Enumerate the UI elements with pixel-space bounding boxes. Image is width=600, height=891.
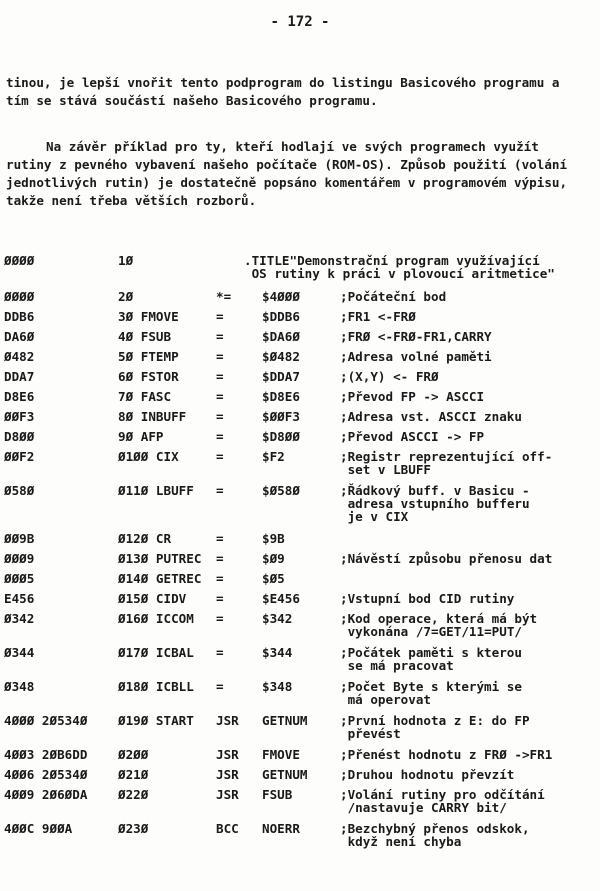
listing-op: *= bbox=[216, 289, 232, 304]
listing-line: Ø1ØØ CIX bbox=[118, 449, 179, 464]
listing-line: 8Ø INBUFF bbox=[118, 409, 187, 424]
listing-operand: $4ØØØ bbox=[262, 289, 300, 304]
listing-op: = bbox=[216, 645, 224, 660]
listing-comment: ;Vstupní bod CID rutiny bbox=[340, 591, 515, 606]
listing-line: Ø14Ø GETREC bbox=[118, 571, 202, 586]
listing-row bbox=[4, 714, 594, 748]
listing-row bbox=[4, 646, 594, 680]
listing-op: = bbox=[216, 611, 224, 626]
listing-operand: $DDB6 bbox=[262, 309, 300, 324]
listing-comment: ;Bezchybný přenos odskok, když není chyba bbox=[340, 821, 530, 849]
listing-line: Ø16Ø ICCOM bbox=[118, 611, 194, 626]
listing-line: Ø22Ø bbox=[118, 787, 149, 802]
program-listing bbox=[4, 254, 594, 856]
listing-operand: $F2 bbox=[262, 449, 285, 464]
listing-address: 4ØØC 9ØØA bbox=[4, 821, 73, 836]
listing-address: ØØF2 bbox=[4, 449, 35, 464]
listing-row bbox=[4, 430, 594, 450]
listing-line: Ø11Ø LBUFF bbox=[118, 483, 194, 498]
listing-op: = bbox=[216, 409, 224, 424]
listing-title-directive: .TITLE"Demonstrační program využívající OS rutiny k práci v plovoucí aritmetice" bbox=[244, 253, 555, 281]
listing-row bbox=[4, 290, 594, 310]
listing-comment: ;Převod ASCCI -> FP bbox=[340, 429, 485, 444]
listing-row bbox=[4, 612, 594, 646]
listing-address: E456 bbox=[4, 591, 35, 606]
listing-comment: ;Počet Byte s kterými se má operovat bbox=[340, 679, 522, 707]
listing-operand: FMOVE bbox=[262, 747, 300, 762]
listing-operand: $348 bbox=[262, 679, 293, 694]
listing-op: JSR bbox=[216, 747, 239, 762]
listing-row bbox=[4, 822, 594, 856]
listing-row bbox=[4, 370, 594, 390]
listing-row bbox=[4, 552, 594, 572]
listing-line: 9Ø AFP bbox=[118, 429, 164, 444]
listing-row bbox=[4, 592, 594, 612]
listing-comment: ;Registr reprezentující off- set v LBUFF bbox=[340, 449, 553, 477]
listing-operand: $Ø482 bbox=[262, 349, 300, 364]
listing-address: Ø482 bbox=[4, 349, 35, 364]
listing-operand: $D8E6 bbox=[262, 389, 300, 404]
listing-line: 3Ø FMOVE bbox=[118, 309, 179, 324]
listing-line: 5Ø FTEMP bbox=[118, 349, 179, 364]
listing-address: ØØ9B bbox=[4, 531, 35, 546]
listing-address: D8E6 bbox=[4, 389, 35, 404]
listing-comment: ;Převod FP -> ASCCI bbox=[340, 389, 485, 404]
listing-row bbox=[4, 350, 594, 370]
listing-row bbox=[4, 450, 594, 484]
listing-address: Ø342 bbox=[4, 611, 35, 626]
listing-line: Ø17Ø ICBAL bbox=[118, 645, 194, 660]
listing-comment: ;FRØ <-FRØ-FR1,CARRY bbox=[340, 329, 492, 344]
listing-operand: $E456 bbox=[262, 591, 300, 606]
listing-op: JSR bbox=[216, 713, 239, 728]
listing-operand: $Ø9 bbox=[262, 551, 285, 566]
listing-comment: ;Adresa vst. ASCCI znaku bbox=[340, 409, 522, 424]
listing-op: = bbox=[216, 349, 224, 364]
listing-address: 4ØØ3 2ØB6DD bbox=[4, 747, 88, 762]
listing-comment: ;První hodnota z E: do FP převést bbox=[340, 713, 530, 741]
listing-comment: ;Kod operace, která má být vykonána /7=GET/11=PUT/ bbox=[340, 611, 538, 639]
listing-address: 4ØØ6 2Ø534Ø bbox=[4, 767, 88, 782]
listing-op: = bbox=[216, 309, 224, 324]
listing-address: DDA7 bbox=[4, 369, 35, 384]
listing-operand: NOERR bbox=[262, 821, 300, 836]
listing-line: Ø19Ø START bbox=[118, 713, 194, 728]
listing-line: Ø15Ø CIDV bbox=[118, 591, 187, 606]
listing-op: = bbox=[216, 551, 224, 566]
listing-row bbox=[4, 390, 594, 410]
listing-operand: $ØØF3 bbox=[262, 409, 300, 424]
listing-op: JSR bbox=[216, 787, 239, 802]
listing-operand: $DA6Ø bbox=[262, 329, 300, 344]
listing-op: BCC bbox=[216, 821, 239, 836]
listing-operand: GETNUM bbox=[262, 713, 308, 728]
listing-line: 4Ø FSUB bbox=[118, 329, 172, 344]
listing-op: = bbox=[216, 449, 224, 464]
listing-line: 7Ø FASC bbox=[118, 389, 172, 404]
listing-address: ØØØØ bbox=[4, 253, 35, 268]
listing-operand: $Ø5 bbox=[262, 571, 285, 586]
listing-address: 4ØØØ 2Ø534Ø bbox=[4, 713, 88, 728]
listing-row bbox=[4, 254, 594, 290]
paragraph-intro: tinou, je lepší vnořit tento podprogram do listingu Basicového programu a tím se stává součástí našeho Basicového programu. bbox=[6, 75, 568, 108]
listing-op: = bbox=[216, 531, 224, 546]
listing-line: Ø23Ø bbox=[118, 821, 149, 836]
listing-comment: ;Přenést hodnotu z FRØ ->FR1 bbox=[340, 747, 553, 762]
listing-address: DDB6 bbox=[4, 309, 35, 324]
listing-comment: ;Druhou hodnotu převzít bbox=[340, 767, 515, 782]
listing-comment: ;FR1 <-FRØ bbox=[340, 309, 416, 324]
listing-row bbox=[4, 484, 594, 532]
listing-line: Ø12Ø CR bbox=[118, 531, 172, 546]
page-number: - 172 - bbox=[270, 14, 330, 30]
listing-address: ØØØØ bbox=[4, 289, 35, 304]
listing-operand: $342 bbox=[262, 611, 293, 626]
listing-comment: ;(X,Y) <- FRØ bbox=[340, 369, 439, 384]
listing-row bbox=[4, 768, 594, 788]
listing-row bbox=[4, 788, 594, 822]
listing-op: = bbox=[216, 369, 224, 384]
listing-operand: FSUB bbox=[262, 787, 293, 802]
listing-line: 6Ø FSTOR bbox=[118, 369, 179, 384]
listing-address: ØØØ9 bbox=[4, 551, 35, 566]
listing-op: = bbox=[216, 679, 224, 694]
listing-row bbox=[4, 748, 594, 768]
listing-comment: ;Řádkový buff. v Basicu - adresa vstupního bufferu je v CIX bbox=[340, 483, 530, 524]
listing-operand: GETNUM bbox=[262, 767, 308, 782]
listing-op: = bbox=[216, 571, 224, 586]
listing-row bbox=[4, 572, 594, 592]
listing-address: Ø58Ø bbox=[4, 483, 35, 498]
listing-comment: ;Adresa volné paměti bbox=[340, 349, 492, 364]
listing-row bbox=[4, 310, 594, 330]
listing-address: Ø348 bbox=[4, 679, 35, 694]
listing-operand: $Ø58Ø bbox=[262, 483, 300, 498]
listing-address: D8ØØ bbox=[4, 429, 35, 444]
listing-line: Ø13Ø PUTREC bbox=[118, 551, 202, 566]
listing-operand: $344 bbox=[262, 645, 293, 660]
listing-address: DA6Ø bbox=[4, 329, 35, 344]
listing-comment: ;Návěstí způsobu přenosu dat bbox=[340, 551, 553, 566]
listing-line: Ø2ØØ bbox=[118, 747, 149, 762]
listing-op: JSR bbox=[216, 767, 239, 782]
listing-op: = bbox=[216, 329, 224, 344]
listing-line: Ø21Ø bbox=[118, 767, 149, 782]
listing-operand: $DDA7 bbox=[262, 369, 300, 384]
listing-row bbox=[4, 680, 594, 714]
listing-address: ØØØ5 bbox=[4, 571, 35, 586]
listing-line: Ø18Ø ICBLL bbox=[118, 679, 194, 694]
listing-line: 2Ø bbox=[118, 289, 134, 304]
listing-operand: $9B bbox=[262, 531, 285, 546]
listing-op: = bbox=[216, 483, 224, 498]
listing-op: = bbox=[216, 429, 224, 444]
listing-line: 1Ø bbox=[118, 253, 134, 268]
listing-op: = bbox=[216, 389, 224, 404]
listing-comment: ;Počáteční bod bbox=[340, 289, 447, 304]
listing-address: Ø344 bbox=[4, 645, 35, 660]
listing-row bbox=[4, 330, 594, 350]
paragraph-example: Na závěr příklad pro ty, kteří hodlají ve svých programech využít rutiny z pevného vybavení našeho počítače (ROM-OS). Způsob použití (volání jednotlivých rutin) je dostatečně popsáno komentářem v programovém výpisu, takže není třeba větších rozborů. bbox=[6, 139, 575, 208]
listing-comment: ;Počátek paměti s kterou se má pracovat bbox=[340, 645, 522, 673]
listing-row bbox=[4, 410, 594, 430]
listing-comment: ;Volání rutiny pro odčítání /nastavuje CARRY bit/ bbox=[340, 787, 545, 815]
listing-address: 4ØØ9 2Ø6ØDA bbox=[4, 787, 88, 802]
listing-row bbox=[4, 532, 594, 552]
listing-op: = bbox=[216, 591, 224, 606]
listing-address: ØØF3 bbox=[4, 409, 35, 424]
listing-operand: $D8ØØ bbox=[262, 429, 300, 444]
